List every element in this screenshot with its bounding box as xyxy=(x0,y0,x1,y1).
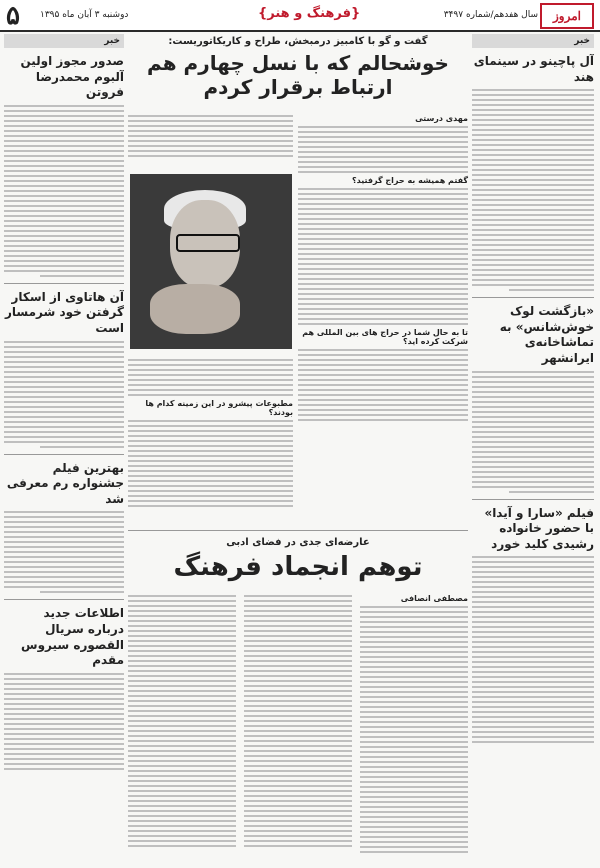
news-title: آن هاتاوی از اسکار گرفتن خود شرمسار است xyxy=(4,289,124,335)
news-body xyxy=(472,556,594,743)
author-name: مهدی درستی xyxy=(415,114,468,123)
news-body xyxy=(472,371,594,493)
column-label: خبر xyxy=(4,34,124,48)
main-article-area xyxy=(128,34,468,864)
news-body xyxy=(4,341,124,448)
interview-text-left xyxy=(128,112,293,160)
news-body xyxy=(4,105,124,277)
issue-info: سال هفدهم/شماره ۳۴۹۷ xyxy=(443,10,538,20)
news-title: اطلاعات جدید درباره سریال القصوره سیروس مقدم xyxy=(21,606,124,668)
interview-text-lower-left xyxy=(128,356,293,510)
page-header xyxy=(0,0,600,32)
page-number: ۵ xyxy=(6,1,20,31)
section-title: {فرهنگ و هنر} xyxy=(258,6,361,21)
issue-date: دوشنبه ۳ آبان ماه ۱۳۹۵ xyxy=(40,10,129,20)
news-title: بهترین فیلم جشنواره رم معرفی شد xyxy=(6,460,124,506)
column-label: خبر xyxy=(472,34,594,48)
news-title: فیلم «سارا و آیدا» با حضور خانواده رشیدی کلید خورد xyxy=(484,505,594,551)
interview-question: گفتم همیشه به حراج گرفتید؟ xyxy=(351,176,468,185)
newspaper-logo: امروز xyxy=(540,3,594,29)
opinion-body xyxy=(128,592,468,856)
right-news-column xyxy=(472,34,594,864)
news-body xyxy=(4,673,124,770)
opinion-headline: توهم انجماد فرهنگ xyxy=(173,552,423,582)
news-body xyxy=(4,511,124,593)
interview-text-right xyxy=(298,112,468,424)
interview-kicker: گفت و گو با کامبیز درمبخش، طراح و کاریکاتوریست: xyxy=(168,36,428,47)
opinion-article xyxy=(128,524,468,856)
news-title: «بازگشت لوک خوش‌شانس» به تماشاخانه‌ی ایرانشهر xyxy=(499,304,594,365)
news-body xyxy=(472,89,594,291)
news-title: صدور مجوز اولین آلبوم محمدرضا فروتن xyxy=(20,54,124,100)
interview-question: مطبوعات پیشرو در این زمینه کدام ها بودند؟ xyxy=(145,399,293,417)
opinion-kicker: عارضه‌ای جدی در فضای ادبی xyxy=(226,537,370,548)
author-name: مصطفی انصافی xyxy=(400,594,468,603)
interview-question: تا به حال شما در حراج های بین المللی هم شرکت کرده اید؟ xyxy=(302,328,468,346)
news-title: آل پاچینو در سینمای هند xyxy=(473,54,594,84)
interview-headline: خوشحالم که با نسل چهارم هم ارتباط برقرار کردم xyxy=(147,51,449,99)
interviewee-photo xyxy=(130,174,292,349)
left-news-column xyxy=(4,34,124,864)
